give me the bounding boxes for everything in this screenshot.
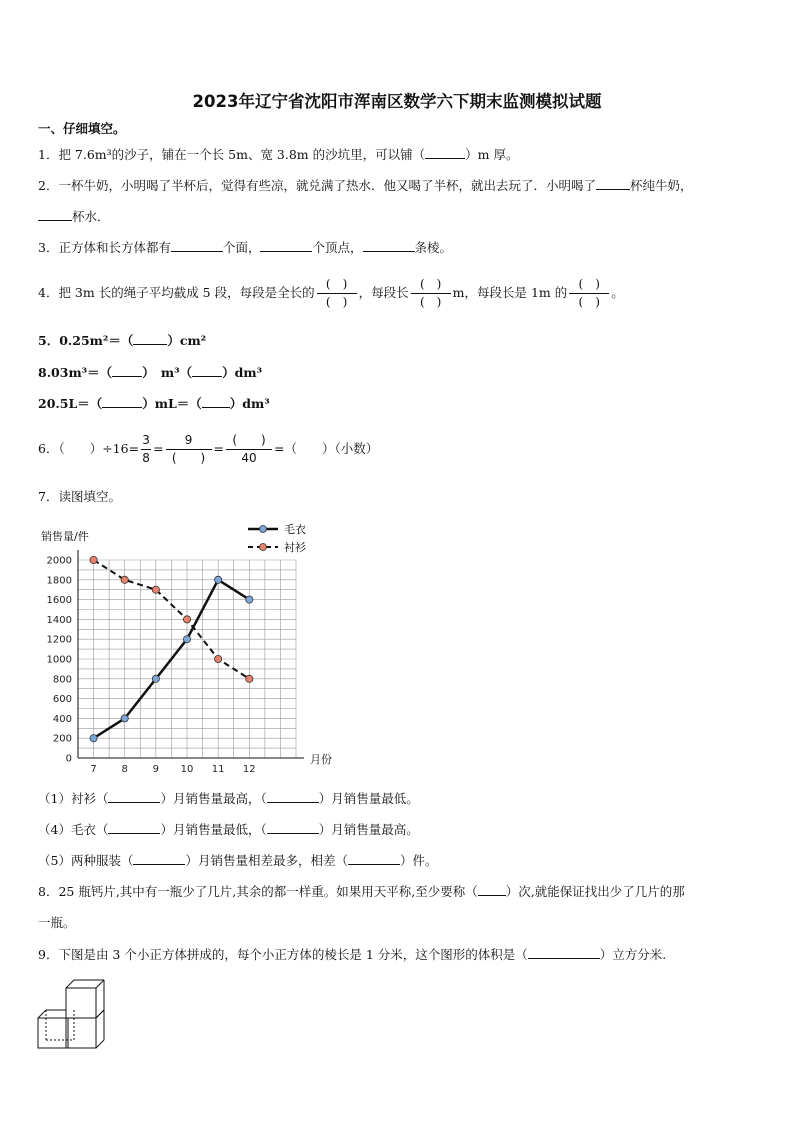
question-4: 4．把 3m 长的绳子平均截成 5 段，每段是全长的 $\frac{( )}{( )}$ ，每段长 $\frac{( )}{( )}$ m，每段长是 1m 的 $\frac{( )}{( )}$ 。	[38, 277, 624, 309]
answer-blank[interactable]	[38, 208, 72, 221]
y-tick-label: 400	[52, 713, 72, 725]
data-point-shirt	[183, 616, 190, 623]
y-tick-label: 800	[52, 674, 72, 686]
question-7: 7．读图填空。	[38, 489, 121, 504]
answer-blank[interactable]	[267, 790, 319, 803]
fraction-blank[interactable]: $\frac{( )}{( )}$	[569, 277, 609, 310]
answer-blank[interactable]	[112, 364, 142, 377]
fraction-3-8: $\frac{3}{8}$	[142, 433, 150, 465]
question-1: 1．把 7.6m³的沙子，铺在一个长 5m、宽 3.8m 的沙坑里，可以铺（ ）m 厚。	[38, 147, 519, 162]
data-point-sweater	[152, 675, 159, 682]
question-7-5: （5）两种服装（ ）月销售量相差最多，相差（ ）件。	[38, 853, 438, 868]
question-6: 6．（ ）÷16= $\frac{3}{8}$ = $\frac{9}{( )}$ = $\frac{( )}{40}$ =（ ）（小数）	[38, 433, 379, 465]
data-point-sweater	[183, 636, 190, 643]
question-5c: 20.5L＝（ ）mL＝（ ）dm³	[38, 396, 270, 411]
question-8-line-2: 一瓶。	[38, 915, 76, 930]
x-tick-label: 12	[242, 764, 256, 775]
question-2-line-2: 杯水．	[38, 208, 110, 226]
fraction-blank-40[interactable]: $\frac{( )}{40}$	[226, 433, 272, 466]
y-tick-label: 0	[65, 753, 72, 765]
answer-blank[interactable]	[596, 177, 630, 190]
question-5a: 5．0.25m²＝（ ）cm²	[38, 333, 207, 348]
answer-blank[interactable]	[108, 821, 160, 834]
page-title: 2023年辽宁省沈阳市浑南区数学六下期末监测模拟试题	[192, 92, 602, 111]
answer-blank[interactable]	[425, 146, 465, 159]
answer-blank[interactable]	[260, 239, 312, 252]
answer-blank[interactable]	[102, 395, 142, 408]
question-5b: 8.03m³＝（ ） m³（ ）dm³	[38, 365, 263, 380]
y-tick-label: 1000	[46, 654, 72, 666]
question-3: 3．正方体和长方体都有 个面， 个顶点， 条棱。	[38, 240, 453, 255]
answer-blank[interactable]	[192, 364, 222, 377]
fraction-9-blank[interactable]: $\frac{9}{( )}$	[166, 433, 212, 466]
fraction-blank[interactable]: $\frac{( )}{( )}$	[411, 277, 451, 310]
data-point-shirt	[152, 586, 159, 593]
y-tick-label: 200	[52, 733, 72, 745]
sales-line-chart	[38, 518, 358, 775]
question-8: 8．25 瓶钙片,其中有一瓶少了几片,其余的都一样重。如果用天平称,至少要称（ ）次,就能保证找出少了几片的那	[38, 884, 685, 899]
legend-marker-shirt	[260, 544, 267, 551]
x-axis-label: 月份	[310, 753, 332, 766]
section-heading: 一、仔细填空。	[38, 121, 126, 136]
x-tick-label: 9	[152, 764, 160, 775]
y-tick-label: 1200	[46, 634, 72, 646]
answer-blank[interactable]	[133, 852, 185, 865]
data-point-sweater	[90, 735, 97, 742]
x-tick-label: 8	[121, 764, 128, 775]
x-tick-label: 11	[211, 764, 225, 775]
three-cubes-figure	[36, 978, 116, 1050]
y-tick-label: 600	[52, 694, 72, 706]
data-point-shirt	[90, 556, 97, 563]
x-tick-label: 10	[180, 764, 194, 775]
x-tick-label: 7	[90, 764, 97, 775]
answer-blank[interactable]	[133, 332, 167, 345]
data-point-sweater	[246, 596, 253, 603]
answer-blank[interactable]	[108, 790, 160, 803]
legend-marker-sweater	[260, 526, 267, 533]
data-point-sweater	[215, 576, 222, 583]
y-tick-label: 1800	[46, 575, 72, 587]
answer-blank[interactable]	[267, 821, 319, 834]
answer-blank[interactable]	[348, 852, 400, 865]
legend-label-shirt: 衬衫	[284, 541, 306, 554]
data-point-shirt	[215, 655, 222, 662]
question-7-4: （4）毛衣（ ）月销售量最低，（ ）月销售量最高。	[38, 822, 419, 837]
question-2: 2．一杯牛奶，小明喝了半杯后，觉得有些凉，就兑满了热水．他又喝了半杯，就出去玩了．小明喝了 杯纯牛奶，	[38, 178, 693, 193]
data-point-shirt	[246, 675, 253, 682]
y-axis-label: 销售量/件	[41, 530, 89, 543]
answer-blank[interactable]	[528, 946, 600, 959]
fraction-blank[interactable]: $\frac{( )}{( )}$	[317, 277, 357, 310]
legend-label-sweater: 毛衣	[284, 523, 306, 536]
y-tick-label: 1600	[46, 595, 72, 607]
question-9: 9．下图是由 3 个小正方体拼成的，每个小正方体的棱长是 1 分米，这个图形的体积是（ ）立方分米.	[38, 947, 667, 962]
answer-blank[interactable]	[363, 239, 415, 252]
data-point-sweater	[121, 715, 128, 722]
answer-blank[interactable]	[171, 239, 223, 252]
y-tick-label: 2000	[46, 555, 72, 567]
answer-blank[interactable]	[478, 883, 506, 896]
question-7-1: （1）衬衫（ ）月销售量最高，（ ）月销售量最低。	[38, 791, 419, 806]
data-point-shirt	[121, 576, 128, 583]
answer-blank[interactable]	[202, 395, 230, 408]
y-tick-label: 1400	[46, 614, 72, 626]
